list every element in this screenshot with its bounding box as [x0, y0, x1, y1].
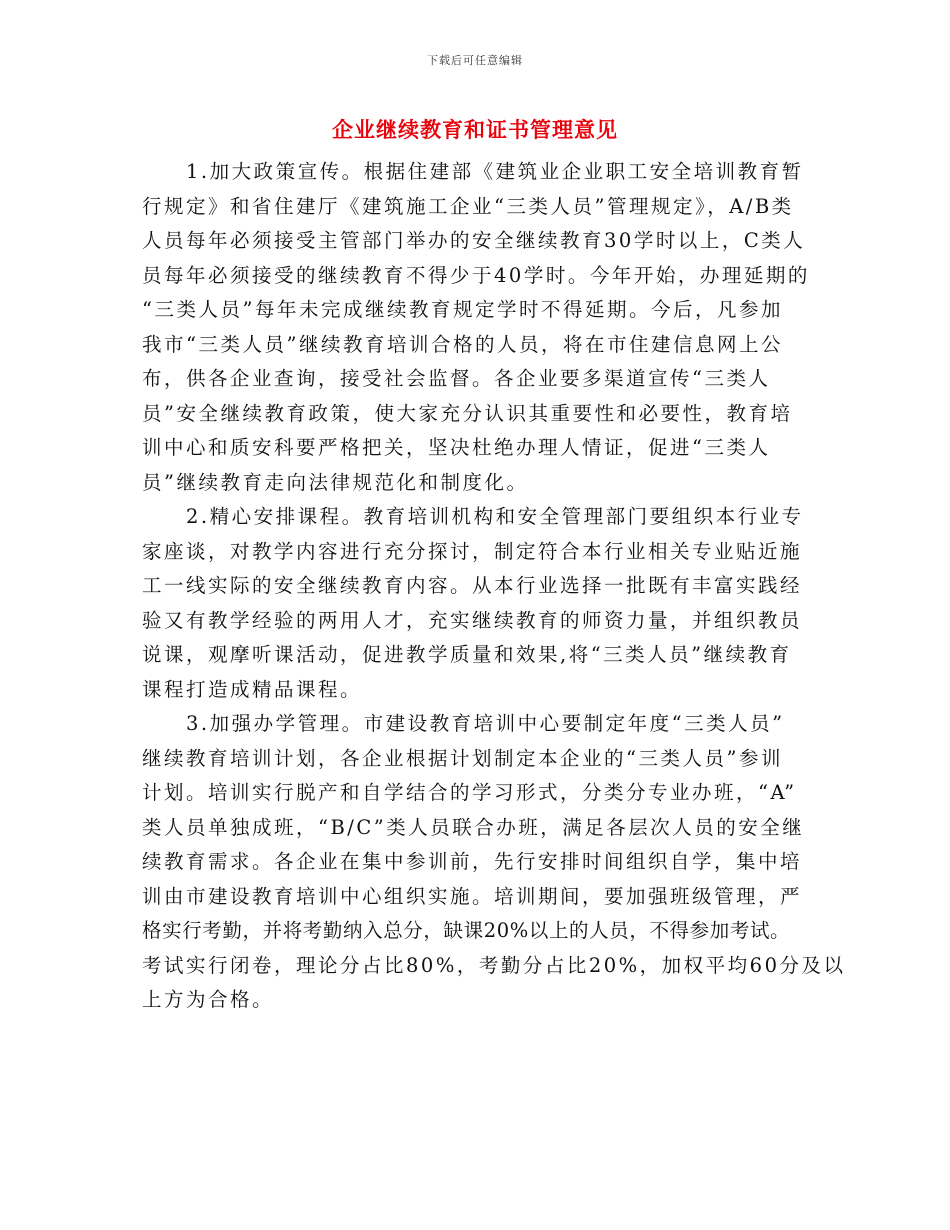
- text-line: 验又有教学经验的两用人才，充实继续教育的师资力量，并组织教员: [142, 608, 803, 632]
- text-line: 2.精心安排课程。教育培训机构和安全管理部门要组织本行业专: [186, 505, 804, 528]
- text-line: 员每年必须接受的继续教育不得少于40学时。今年开始，办理延期的: [142, 263, 810, 287]
- text-line: 训中心和质安科要严格把关，坚决杜绝办理人情证，促进“三类人: [142, 436, 771, 459]
- paragraph-3: [142, 707, 846, 1018]
- text-line: 上方为合格。: [142, 988, 275, 1011]
- text-line: 1.加大政策宣传。根据住建部《建筑业企业职工安全培训教育暂: [186, 160, 804, 183]
- text-line: 类人员单独成班，“B/C”类人员联合办班，满足各层次人员的安全继: [142, 815, 805, 839]
- text-line: 格实行考勤，并将考勤纳入总分，缺课20%以上的人员，不得参加考试。: [142, 919, 791, 942]
- text-line: “三类人员”每年未完成继续教育规定学时不得延期。今后，凡参加: [142, 298, 783, 321]
- text-line: 人员每年必须接受主管部门举办的安全继续教育30学时以上，C类人: [142, 229, 806, 252]
- paragraph-2: [142, 500, 814, 707]
- text-line: 3.加强办学管理。市建设教育培训中心要制定年度“三类人员”: [186, 712, 785, 735]
- text-line: 说课，观摩听课活动，促进教学质量和效果,将“三类人员”继续教育: [142, 643, 792, 666]
- text-line: 考试实行闭卷，理论分占比80%，考勤分占比20%，加权平均60分及以: [142, 953, 846, 977]
- page-header-note: 下载后可任意编辑: [427, 54, 523, 67]
- text-line: 工一线实际的安全继续教育内容。从本行业选择一批既有丰富实践经: [142, 574, 803, 597]
- text-line: 继续教育培训计划，各企业根据计划制定本企业的“三类人员”参训: [142, 746, 783, 770]
- text-line: 计划。培训实行脱产和自学结合的学习形式，分类分专业办班，“A”: [142, 781, 797, 804]
- paragraph-1: [142, 155, 814, 500]
- document-title: 企业继续教育和证书管理意见: [332, 117, 618, 142]
- text-line: 行规定》和省住建厅《建筑施工企业“三类人员”管理规定》，A/B类: [142, 194, 794, 218]
- text-line: 员”继续教育走向法律规范化和制度化。: [142, 470, 529, 494]
- text-line: 员”安全继续教育政策，使大家充分认识其重要性和必要性，教育培: [142, 401, 793, 425]
- text-line: 续教育需求。各企业在集中参训前，先行安排时间组织自学，集中培: [142, 850, 803, 873]
- text-line: 布，供各企业查询，接受社会监督。各企业要多渠道宣传“三类人: [142, 367, 771, 390]
- text-line: 我市“三类人员”继续教育培训合格的人员，将在市住建信息网上公: [142, 332, 783, 356]
- document-body: [142, 155, 846, 1018]
- text-line: 训由市建设教育培训中心组织实施。培训期间，要加强班级管理，严: [142, 884, 803, 908]
- text-line: 家座谈，对教学内容进行充分探讨，制定符合本行业相关专业贴近施: [142, 539, 803, 563]
- text-line: 课程打造成精品课程。: [142, 677, 363, 701]
